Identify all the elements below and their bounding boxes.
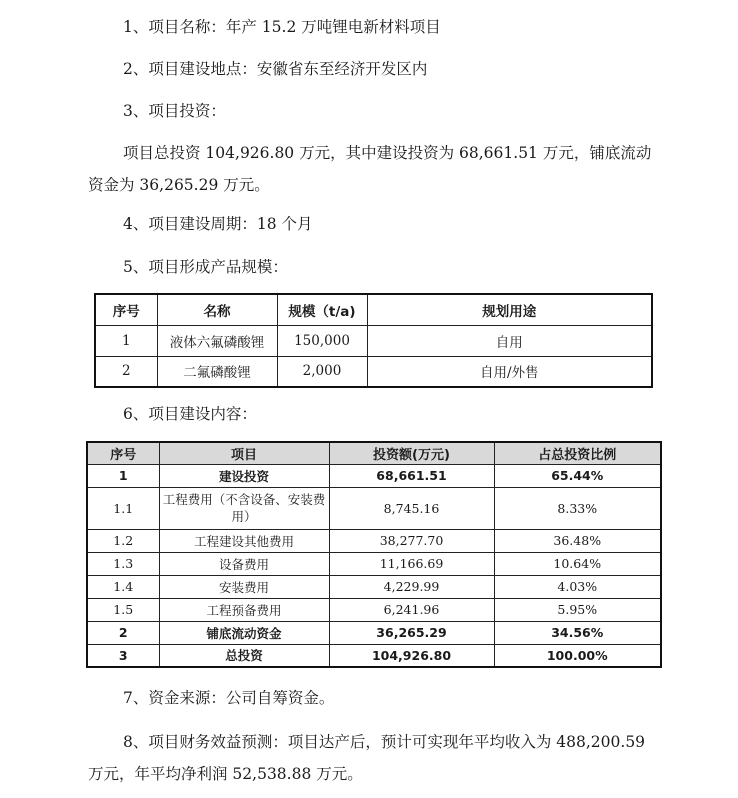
table-cell: 4,229.99 [329,575,494,598]
table-cell: 二氟磷酸锂 [157,356,277,387]
table-row [87,464,661,487]
table-cell: 液体六氟磷酸锂 [157,325,277,356]
item-financial-forecast-line2: 万元，年平均净利润 52,538.88 万元。 [88,765,363,783]
header-cell: 序号 [95,294,157,325]
table-cell: 8.33% [494,487,661,529]
table-cell: 65.44% [494,464,661,487]
table-row [95,356,652,387]
table-row [87,487,661,529]
table-cell: 150,000 [277,325,367,356]
header-cell: 规划用途 [367,294,652,325]
table-cell: 36.48% [494,529,661,552]
table-cell: 104,926.80 [329,644,494,667]
table-row [87,644,661,667]
table-row [87,529,661,552]
table-cell: 1 [87,464,159,487]
investment-table [86,441,662,668]
table-row [87,575,661,598]
table-cell: 2,000 [277,356,367,387]
table-cell: 建设投资 [159,464,329,487]
item-project-location: 2、项目建设地点：安徽省东至经济开发区内 [123,60,428,78]
table-cell: 2 [95,356,157,387]
table-cell: 1 [95,325,157,356]
item-financial-forecast-line1: 8、项目财务效益预测：项目达产后，预计可实现年平均收入为 488,200.59 [123,733,646,751]
header-cell: 名称 [157,294,277,325]
item-investment-body-line1: 项目总投资 104,926.80 万元，其中建设投资为 68,661.51 万元，铺底流动 [123,144,652,162]
table-cell: 36,265.29 [329,621,494,644]
table-cell: 11,166.69 [329,552,494,575]
table-cell: 8,745.16 [329,487,494,529]
table-cell: 1.4 [87,575,159,598]
item-construction-period: 4、项目建设周期：18 个月 [123,215,313,233]
table-row [87,598,661,621]
table-row [87,621,661,644]
product-scale-table [94,293,653,388]
table-cell: 安装费用 [159,575,329,598]
header-cell: 投资额(万元) [329,442,494,464]
table-header-row [95,294,652,325]
table-row [95,325,652,356]
table-cell: 自用 [367,325,652,356]
table-cell: 100.00% [494,644,661,667]
table-cell: 5.95% [494,598,661,621]
table-cell: 设备费用 [159,552,329,575]
table-cell: 2 [87,621,159,644]
table-cell: 3 [87,644,159,667]
table-cell: 4.03% [494,575,661,598]
item-construction-content-heading: 6、项目建设内容： [123,405,257,423]
table-cell: 38,277.70 [329,529,494,552]
table-cell: 工程建设其他费用 [159,529,329,552]
table-cell: 34.56% [494,621,661,644]
table-cell: 总投资 [159,644,329,667]
table-row [87,552,661,575]
header-cell: 规模（t/a) [277,294,367,325]
table-cell: 10.64% [494,552,661,575]
item-product-scale-heading: 5、项目形成产品规模： [123,258,288,276]
table-cell: 1.2 [87,529,159,552]
table-cell: 1.5 [87,598,159,621]
table-cell: 6,241.96 [329,598,494,621]
table-cell: 自用/外售 [367,356,652,387]
header-cell: 项目 [159,442,329,464]
item-project-name: 1、项目名称：年产 15.2 万吨锂电新材料项目 [123,18,441,36]
header-cell: 序号 [87,442,159,464]
item-funding-source: 7、资金来源：公司自筹资金。 [123,689,335,707]
header-cell: 占总投资比例 [494,442,661,464]
table-cell: 工程费用（不含设备、安装费用） [159,487,329,529]
item-investment-body-line2: 资金为 36,265.29 万元。 [88,176,270,194]
table-header-row [87,442,661,464]
table-cell: 工程预备费用 [159,598,329,621]
table-cell: 铺底流动资金 [159,621,329,644]
table-cell: 1.1 [87,487,159,529]
item-project-investment-heading: 3、项目投资： [123,102,226,120]
table-cell: 68,661.51 [329,464,494,487]
table-cell: 1.3 [87,552,159,575]
